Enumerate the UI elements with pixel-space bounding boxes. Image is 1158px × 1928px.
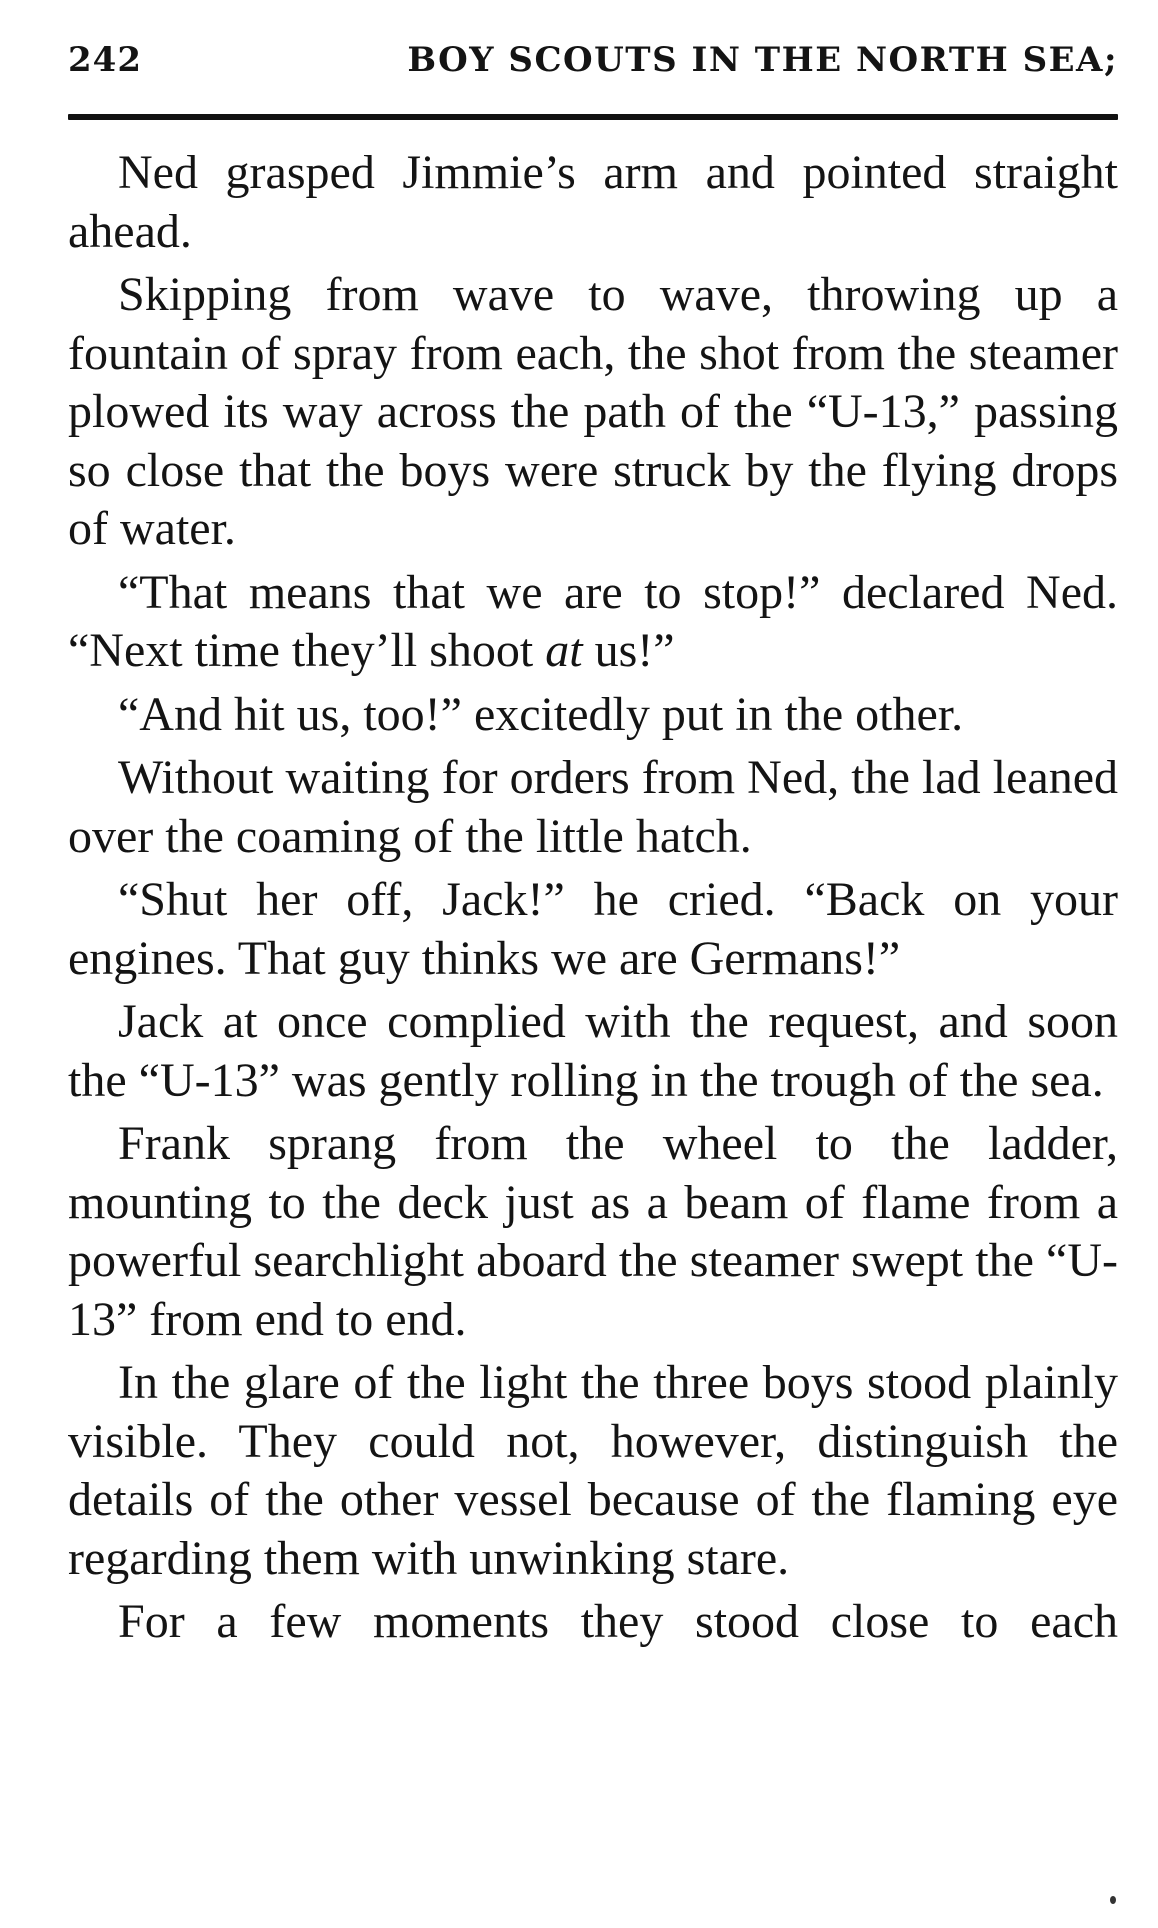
- paragraph-text: “That means that we are to stop!” declared Ned. “Next time they’ll shoot: [68, 565, 1118, 677]
- paragraph: Without waiting for orders from Ned, the lad leaned over the coaming of the little hatch.: [68, 751, 1118, 863]
- paragraph: Jack at once complied with the request, and soon the “U-13” was gently rolling in the trough of the sea.: [68, 995, 1118, 1107]
- body-text: [68, 144, 1118, 1652]
- emphasis: at: [545, 624, 583, 677]
- running-head: [68, 40, 1118, 92]
- paragraph: Frank sprang from the wheel to the ladder, mounting to the deck just as a beam of flame from a powerful searchlight aboard the steamer swept the “U-13” from end to end.: [68, 1117, 1118, 1346]
- paragraph: [68, 564, 1118, 681]
- paragraph: For a few moments they stood close to each: [118, 1595, 1118, 1648]
- paragraph: In the glare of the light the three boys stood plainly visible. They could not, however, distinguish the details of the other vessel because of the flaming eye regarding them with unwinking stare.: [68, 1356, 1118, 1585]
- paragraph: Skipping from wave to wave, throwing up a fountain of spray from each, the shot from the steamer plowed its way across the path of the “U-13,” passing so close that the boys were struck by the flying drops of water.: [68, 268, 1118, 555]
- book-page: [68, 40, 1118, 1657]
- running-title: BOY SCOUTS IN THE NORTH SEA;: [407, 40, 1118, 80]
- paragraph: Ned grasped Jimmie’s arm and pointed straight ahead.: [68, 146, 1118, 258]
- paragraph-text: us!”: [582, 624, 675, 677]
- page-number: 242: [68, 40, 142, 80]
- print-speck: [1110, 1896, 1116, 1904]
- paragraph: “Shut her off, Jack!” he cried. “Back on your engines. That guy thinks we are Germans!”: [68, 873, 1118, 985]
- paragraph: “And hit us, too!” excitedly put in the other.: [118, 687, 964, 741]
- header-rule: [68, 114, 1118, 120]
